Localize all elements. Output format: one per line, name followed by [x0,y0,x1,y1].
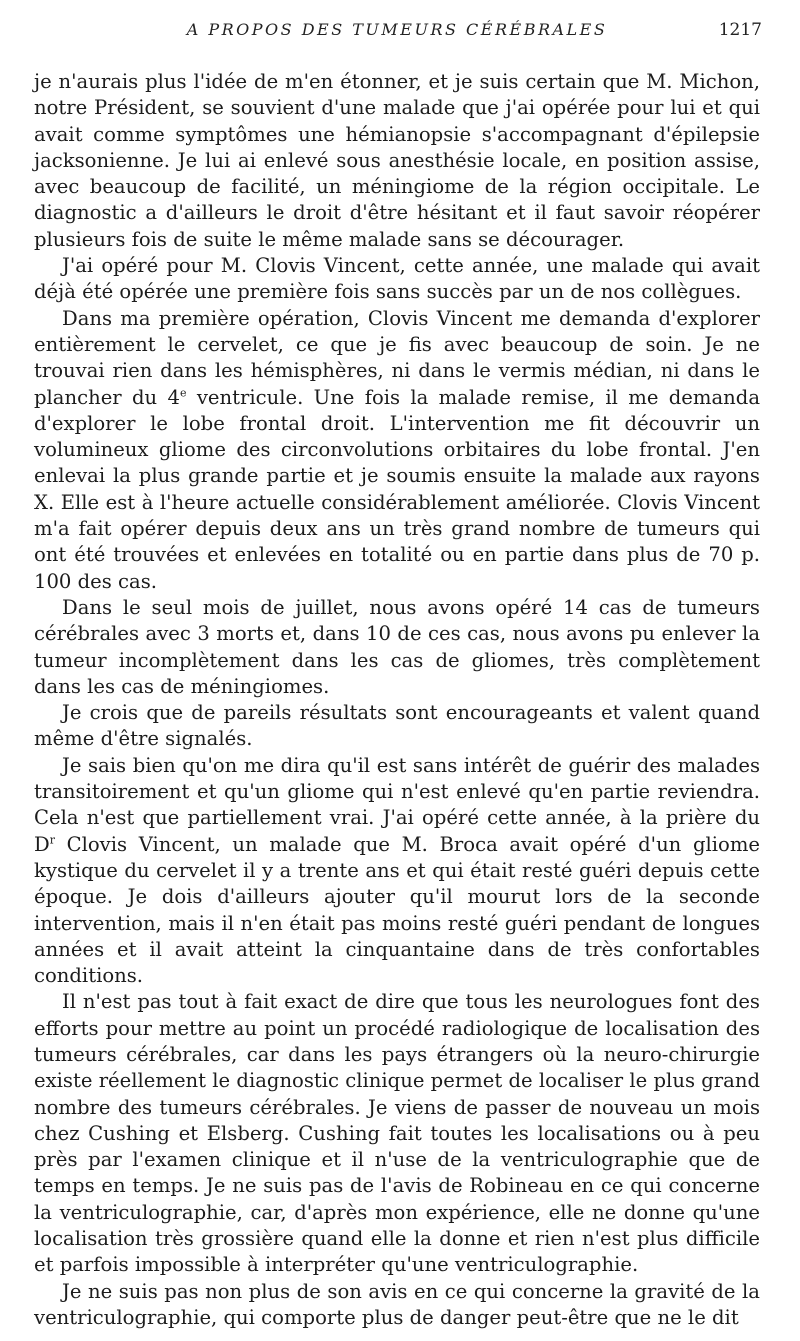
paragraph-6-text-b: Clovis Vincent, un malade que M. Broca avait opéré d'un gliome kystique du cervelet il y a trente ans et qui était resté guéri depuis cette époque. Je dois d'ailleurs ajouter qu'il mourut lors de la seconde intervention, mais il n'en était pas moins resté guéri pendant de longues années et il avait atteint la cinquantaine dans de très confortables conditions. [34,832,760,988]
paragraph-8: Je ne suis pas non plus de son avis en ce qui concerne la gravité de la ventriculographie, qui comporte plus de danger peut-être que ne le dit [34,1279,760,1329]
paragraph-5: Je crois que de pareils résultats sont encourageants et valent quand même d'être signalés. [34,701,760,751]
paragraph-4: Dans le seul mois de juillet, nous avons opéré 14 cas de tumeurs cérébrales avec 3 morts et, dans 10 de ces cas, nous avons pu enlever la tumeur incomplètement dans les cas de gliomes, très complètement dans les cas de méningiomes. [34,595,760,698]
paragraph-6 [34,753,760,990]
paragraph-2: J'ai opéré pour M. Clovis Vincent, cette année, une malade qui avait déjà été opérée une première fois sans succès par un de nos collègues. [34,254,760,304]
title-superscript: r [49,833,55,847]
paragraph-1: je n'aurais plus l'idée de m'en étonner, et je suis certain que M. Michon, notre Président, se souvient d'une malade que j'ai opérée pour lui et qui avait comme symptômes une hémianopsie s'accompagnant d'épilepsie jacksonienne. Je lui ai enlevé sous anesthésie locale, en position assise, avec beaucoup de facilité, un méningiome de la région occipitale. Le diagnostic a d'ailleurs le droit d'être hésitant et il faut savoir réopérer plusieurs fois de suite le même malade sans se décourager. [34,70,760,251]
paragraph-3 [34,306,760,595]
paragraph-6-text-a: Je sais bien qu'on me dira qu'il est sans intérêt de guérir des malades transitoirement et qu'un gliome qui n'est enlevé qu'en partie reviendra. Cela n'est que partiellement vrai. J'ai opéré cette année, à la prière du D [34,753,760,856]
page-number: 1217 [718,20,762,40]
ordinal-superscript: e [179,386,187,400]
running-title: A PROPOS DES TUMEURS CÉRÉBRALES [186,20,608,39]
paragraph-3-text-b: ventricule. Une fois la malade remise, il me demanda d'explorer le lobe frontal droit. L'intervention me fit découvrir un volumineux gliome des circonvolutions orbitaires du lobe frontal. J'en enlevai la plus grande partie et je soumis ensuite la malade aux rayons X. Elle est à l'heure actuelle considérablement améliorée. Clovis Vincent m'a fait opérer depuis deux ans un très grand nombre de tumeurs qui ont été trouvées et enlevées en totalité ou en partie dans plus de 70 p. 100 des cas. [34,385,761,593]
body-text [34,69,760,1331]
paragraph-7: Il n'est pas tout à fait exact de dire que tous les neurologues font des efforts pour mettre au point un procédé radiologique de localisation des tumeurs cérébrales, car dans les pays étrangers où la neuro-chirurgie existe réellement le diagnostic clinique permet de localiser le plus grand nombre des tumeurs cérébrales. Je viens de passer de nouveau un mois chez Cushing et Elsberg. Cushing fait toutes les localisations ou à peu près par l'examen clinique et il n'use de la ventriculographie que de temps en temps. Je ne suis pas de l'avis de Robineau en ce qui concerne la ventriculographie, car, d'après mon expérience, elle ne donne qu'une localisation très grossière quand elle la donne et rien n'est plus difficile et parfois impossible à interpréter qu'une ventriculographie. [34,990,760,1277]
running-head [34,16,760,52]
paragraph-3-text-a: Dans ma première opération, Clovis Vincent me demanda d'explorer entièrement le cervelet, ce que je fis avec beaucoup de soin. Je ne trouvai rien dans les hémisphères, ni dans le vermis médian, ni dans le plancher du 4 [34,306,760,409]
